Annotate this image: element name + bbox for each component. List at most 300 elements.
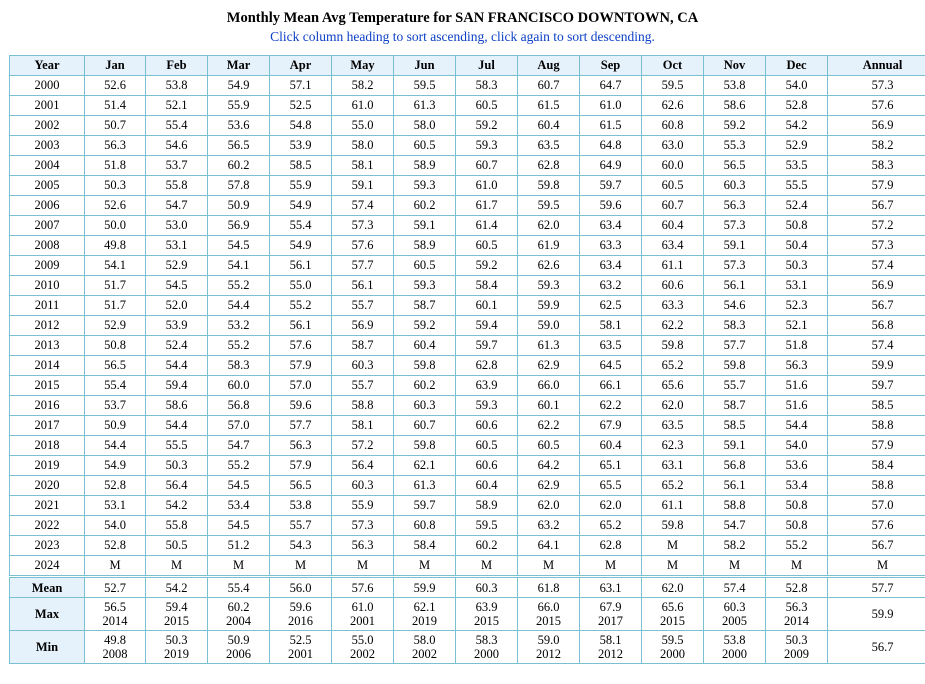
value-cell: 60.3	[332, 356, 394, 376]
value-cell: 54.3	[270, 536, 332, 556]
value-cell: 58.9	[394, 236, 456, 256]
table-row	[10, 256, 925, 276]
value-cell: 52.1	[766, 316, 828, 336]
column-header-oct[interactable]: Oct	[642, 56, 704, 76]
value-cell: 59.1	[704, 436, 766, 456]
value-cell: 58.4	[456, 276, 518, 296]
max-year: 2015	[146, 614, 207, 628]
value-cell: 58.4	[828, 456, 925, 476]
value-cell: 54.9	[208, 76, 270, 96]
table-row	[10, 96, 925, 116]
min-year: 2001	[270, 647, 331, 661]
mean-value: 57.4	[704, 577, 766, 598]
year-cell: 2006	[10, 196, 85, 216]
value-cell: 56.1	[332, 276, 394, 296]
value-cell: 52.6	[85, 76, 146, 96]
value-cell: 57.2	[332, 436, 394, 456]
value-cell: 55.4	[85, 376, 146, 396]
value-cell: 59.1	[394, 216, 456, 236]
value-cell: 61.0	[332, 96, 394, 116]
value-cell: 60.4	[518, 116, 580, 136]
max-value: 60.2	[208, 600, 269, 614]
min-value: 58.0	[394, 633, 455, 647]
min-value-cell	[85, 631, 146, 664]
value-cell: M	[332, 556, 394, 577]
table-row	[10, 516, 925, 536]
value-cell: 59.4	[146, 376, 208, 396]
value-cell: 54.5	[146, 276, 208, 296]
max-year: 2016	[270, 614, 331, 628]
min-value: 50.9	[208, 633, 269, 647]
column-header-dec[interactable]: Dec	[766, 56, 828, 76]
value-cell: 52.4	[766, 196, 828, 216]
value-cell: 50.4	[766, 236, 828, 256]
max-value-cell	[146, 598, 208, 631]
value-cell: 57.6	[270, 336, 332, 356]
value-cell: 52.8	[85, 476, 146, 496]
min-year: 2002	[332, 647, 393, 661]
value-cell: 61.3	[394, 96, 456, 116]
value-cell: 59.9	[828, 356, 925, 376]
value-cell: 59.6	[580, 196, 642, 216]
table-row	[10, 356, 925, 376]
table-row	[10, 536, 925, 556]
mean-value: 55.4	[208, 577, 270, 598]
value-cell: 59.9	[518, 296, 580, 316]
value-cell: 56.8	[828, 316, 925, 336]
value-cell: 55.4	[270, 216, 332, 236]
value-cell: 65.5	[580, 476, 642, 496]
value-cell: 55.7	[704, 376, 766, 396]
year-cell: 2012	[10, 316, 85, 336]
min-year: 2002	[394, 647, 455, 661]
value-cell: 55.2	[208, 276, 270, 296]
value-cell: 55.0	[270, 276, 332, 296]
value-cell: 60.5	[456, 436, 518, 456]
max-year: 2005	[704, 614, 765, 628]
value-cell: 51.8	[766, 336, 828, 356]
value-cell: 56.5	[270, 476, 332, 496]
value-cell: 53.9	[146, 316, 208, 336]
value-cell: 55.7	[332, 376, 394, 396]
value-cell: 60.5	[394, 136, 456, 156]
min-year: 2012	[518, 647, 579, 661]
value-cell: 61.1	[642, 256, 704, 276]
value-cell: 55.3	[704, 136, 766, 156]
year-cell: 2004	[10, 156, 85, 176]
value-cell: 56.7	[828, 196, 925, 216]
value-cell: 60.7	[394, 416, 456, 436]
value-cell: 52.0	[146, 296, 208, 316]
value-cell: 67.9	[580, 416, 642, 436]
value-cell: 50.8	[766, 216, 828, 236]
value-cell: 51.6	[766, 396, 828, 416]
value-cell: 53.0	[146, 216, 208, 236]
value-cell: 58.9	[456, 496, 518, 516]
value-cell: 54.0	[85, 516, 146, 536]
value-cell: 61.3	[518, 336, 580, 356]
value-cell: 54.4	[146, 356, 208, 376]
column-header-mar[interactable]: Mar	[208, 56, 270, 76]
value-cell: 50.3	[766, 256, 828, 276]
column-header-may[interactable]: May	[332, 56, 394, 76]
value-cell: 62.8	[518, 156, 580, 176]
max-value-cell	[704, 598, 766, 631]
max-value-cell	[208, 598, 270, 631]
value-cell: 51.8	[85, 156, 146, 176]
value-cell: 53.2	[208, 316, 270, 336]
value-cell: 60.2	[394, 376, 456, 396]
table-row	[10, 476, 925, 496]
max-annual: 59.9	[828, 598, 925, 631]
table-row	[10, 196, 925, 216]
value-cell: 51.2	[208, 536, 270, 556]
value-cell: 57.0	[208, 416, 270, 436]
value-cell: 54.0	[766, 76, 828, 96]
min-value: 55.0	[332, 633, 393, 647]
value-cell: 55.0	[332, 116, 394, 136]
page-title: Monthly Mean Avg Temperature for SAN FRANCISCO DOWNTOWN, CA	[0, 10, 925, 26]
max-year: 2014	[85, 614, 145, 628]
value-cell: 58.7	[332, 336, 394, 356]
value-cell: 60.5	[456, 96, 518, 116]
value-cell: 60.3	[394, 396, 456, 416]
value-cell: 55.2	[766, 536, 828, 556]
value-cell: 49.8	[85, 236, 146, 256]
value-cell: 56.1	[704, 476, 766, 496]
value-cell: 58.3	[456, 76, 518, 96]
value-cell: 64.5	[580, 356, 642, 376]
value-cell: 62.8	[580, 536, 642, 556]
min-value: 58.3	[456, 633, 517, 647]
value-cell: 55.9	[332, 496, 394, 516]
value-cell: M	[642, 556, 704, 577]
value-cell: 66.1	[580, 376, 642, 396]
column-header-jun[interactable]: Jun	[394, 56, 456, 76]
value-cell: 53.1	[766, 276, 828, 296]
column-header-jan[interactable]: Jan	[85, 56, 146, 76]
value-cell: 59.7	[394, 496, 456, 516]
min-value-cell	[704, 631, 766, 664]
min-value-cell	[270, 631, 332, 664]
value-cell: 56.8	[208, 396, 270, 416]
value-cell: 58.6	[704, 96, 766, 116]
max-value: 61.0	[332, 600, 393, 614]
value-cell: 55.2	[208, 336, 270, 356]
value-cell: 63.9	[456, 376, 518, 396]
value-cell: 64.2	[518, 456, 580, 476]
value-cell: 58.7	[394, 296, 456, 316]
column-header-aug[interactable]: Aug	[518, 56, 580, 76]
min-year: 2009	[766, 647, 827, 661]
table-row	[10, 296, 925, 316]
value-cell: 62.2	[518, 416, 580, 436]
table-row	[10, 316, 925, 336]
value-cell: 56.9	[208, 216, 270, 236]
value-cell: 62.2	[642, 316, 704, 336]
year-cell: 2013	[10, 336, 85, 356]
value-cell: 60.4	[456, 476, 518, 496]
value-cell: 60.2	[208, 156, 270, 176]
value-cell: 58.8	[332, 396, 394, 416]
column-header-sep[interactable]: Sep	[580, 56, 642, 76]
value-cell: 53.4	[766, 476, 828, 496]
value-cell: 56.5	[208, 136, 270, 156]
value-cell: 58.2	[828, 136, 925, 156]
min-year: 2000	[642, 647, 703, 661]
value-cell: 53.8	[704, 76, 766, 96]
value-cell: 58.2	[332, 76, 394, 96]
max-value: 67.9	[580, 600, 641, 614]
value-cell: 59.0	[518, 316, 580, 336]
value-cell: 50.3	[85, 176, 146, 196]
value-cell: 60.2	[456, 536, 518, 556]
value-cell: 59.5	[456, 516, 518, 536]
column-header-annual[interactable]: Annual	[828, 56, 925, 76]
value-cell: 59.8	[394, 436, 456, 456]
value-cell: 62.3	[642, 436, 704, 456]
value-cell: 58.6	[146, 396, 208, 416]
min-label: Min	[10, 631, 85, 664]
value-cell: 58.3	[704, 316, 766, 336]
value-cell: 58.4	[394, 536, 456, 556]
value-cell: 65.2	[642, 356, 704, 376]
value-cell: 60.5	[642, 176, 704, 196]
value-cell: 58.9	[394, 156, 456, 176]
min-value-cell	[394, 631, 456, 664]
mean-value: 57.6	[332, 577, 394, 598]
value-cell: 65.2	[642, 476, 704, 496]
value-cell: 52.6	[85, 196, 146, 216]
min-value: 59.0	[518, 633, 579, 647]
value-cell: 54.1	[208, 256, 270, 276]
value-cell: 56.3	[332, 536, 394, 556]
value-cell: 54.4	[766, 416, 828, 436]
year-cell: 2024	[10, 556, 85, 577]
value-cell: 52.9	[766, 136, 828, 156]
year-cell: 2016	[10, 396, 85, 416]
value-cell: 59.3	[394, 276, 456, 296]
value-cell: 63.5	[642, 416, 704, 436]
value-cell: 62.2	[580, 396, 642, 416]
value-cell: 59.5	[518, 196, 580, 216]
table-row	[10, 436, 925, 456]
min-year: 2019	[146, 647, 207, 661]
max-value-cell	[85, 598, 146, 631]
min-row	[10, 631, 925, 664]
value-cell: 59.8	[704, 356, 766, 376]
value-cell: 57.6	[828, 96, 925, 116]
column-header-feb[interactable]: Feb	[146, 56, 208, 76]
value-cell: 56.1	[704, 276, 766, 296]
table-row	[10, 556, 925, 577]
min-value-cell	[208, 631, 270, 664]
value-cell: 57.2	[828, 216, 925, 236]
year-cell: 2023	[10, 536, 85, 556]
value-cell: 62.1	[394, 456, 456, 476]
year-cell: 2014	[10, 356, 85, 376]
max-value-cell	[456, 598, 518, 631]
value-cell: 56.3	[704, 196, 766, 216]
value-cell: 55.5	[766, 176, 828, 196]
value-cell: 59.1	[704, 236, 766, 256]
value-cell: 52.8	[766, 96, 828, 116]
value-cell: 59.7	[828, 376, 925, 396]
value-cell: 54.4	[208, 296, 270, 316]
value-cell: 59.2	[456, 256, 518, 276]
value-cell: 54.2	[766, 116, 828, 136]
mean-value: 56.0	[270, 577, 332, 598]
value-cell: 59.2	[456, 116, 518, 136]
column-header-year[interactable]: Year	[10, 56, 85, 76]
value-cell: 60.5	[518, 436, 580, 456]
value-cell: 54.5	[208, 476, 270, 496]
value-cell: 60.7	[456, 156, 518, 176]
min-value-cell	[642, 631, 704, 664]
value-cell: 58.1	[332, 416, 394, 436]
value-cell: 63.3	[642, 296, 704, 316]
value-cell: 57.0	[828, 496, 925, 516]
value-cell: 58.5	[828, 396, 925, 416]
mean-value: 62.0	[642, 577, 704, 598]
max-value-cell	[394, 598, 456, 631]
max-value-cell	[270, 598, 332, 631]
value-cell: 62.9	[518, 476, 580, 496]
value-cell: 59.1	[332, 176, 394, 196]
value-cell: 62.0	[518, 496, 580, 516]
table-row	[10, 136, 925, 156]
max-value: 65.6	[642, 600, 703, 614]
min-value: 59.5	[642, 633, 703, 647]
value-cell: 57.7	[270, 416, 332, 436]
value-cell: 64.9	[580, 156, 642, 176]
value-cell: 56.9	[332, 316, 394, 336]
value-cell: 60.6	[456, 416, 518, 436]
value-cell: 61.1	[642, 496, 704, 516]
value-cell: 50.7	[85, 116, 146, 136]
value-cell: 61.4	[456, 216, 518, 236]
value-cell: M	[270, 556, 332, 577]
header-row	[10, 56, 925, 76]
year-cell: 2019	[10, 456, 85, 476]
value-cell: 57.3	[704, 256, 766, 276]
value-cell: 56.5	[85, 356, 146, 376]
value-cell: 60.2	[394, 196, 456, 216]
max-year: 2001	[332, 614, 393, 628]
column-header-nov[interactable]: Nov	[704, 56, 766, 76]
year-cell: 2005	[10, 176, 85, 196]
value-cell: 60.0	[642, 156, 704, 176]
value-cell: M	[642, 536, 704, 556]
value-cell: 54.9	[270, 236, 332, 256]
value-cell: 63.4	[642, 236, 704, 256]
min-value-cell	[518, 631, 580, 664]
min-value: 50.3	[146, 633, 207, 647]
value-cell: 60.1	[518, 396, 580, 416]
value-cell: 58.1	[580, 316, 642, 336]
value-cell: 55.7	[270, 516, 332, 536]
max-value-cell	[580, 598, 642, 631]
value-cell: 56.1	[270, 316, 332, 336]
sort-instructions: Click column heading to sort ascending, click again to sort descending.	[0, 28, 925, 45]
value-cell: 52.8	[85, 536, 146, 556]
min-year: 2012	[580, 647, 641, 661]
value-cell: 53.6	[208, 116, 270, 136]
year-cell: 2020	[10, 476, 85, 496]
value-cell: 56.1	[270, 256, 332, 276]
mean-label: Mean	[10, 577, 85, 598]
table-body	[10, 76, 925, 577]
value-cell: 57.7	[704, 336, 766, 356]
max-value: 60.3	[704, 600, 765, 614]
value-cell: 61.0	[580, 96, 642, 116]
value-cell: 53.7	[85, 396, 146, 416]
value-cell: 62.0	[580, 496, 642, 516]
value-cell: 61.5	[580, 116, 642, 136]
max-year: 2019	[394, 614, 455, 628]
value-cell: 62.8	[456, 356, 518, 376]
value-cell: 50.9	[208, 196, 270, 216]
value-cell: 52.9	[146, 256, 208, 276]
table-row	[10, 216, 925, 236]
value-cell: 56.4	[332, 456, 394, 476]
value-cell: 53.5	[766, 156, 828, 176]
value-cell: 54.6	[146, 136, 208, 156]
value-cell: M	[208, 556, 270, 577]
min-year: 2000	[456, 647, 517, 661]
mean-value: 59.9	[394, 577, 456, 598]
value-cell: 50.5	[146, 536, 208, 556]
min-year: 2008	[85, 647, 145, 661]
min-value-cell	[146, 631, 208, 664]
value-cell: 65.2	[580, 516, 642, 536]
min-value: 49.8	[85, 633, 145, 647]
mean-value: 61.8	[518, 577, 580, 598]
summary-rows	[10, 577, 925, 664]
value-cell: M	[85, 556, 146, 577]
value-cell: 63.1	[642, 456, 704, 476]
value-cell: 59.2	[394, 316, 456, 336]
value-cell: 52.3	[766, 296, 828, 316]
value-cell: 63.2	[580, 276, 642, 296]
year-cell: 2003	[10, 136, 85, 156]
value-cell: 65.6	[642, 376, 704, 396]
value-cell: 63.2	[518, 516, 580, 536]
value-cell: 54.6	[704, 296, 766, 316]
value-cell: 50.9	[85, 416, 146, 436]
value-cell: 59.7	[580, 176, 642, 196]
value-cell: 59.8	[518, 176, 580, 196]
max-value-cell	[766, 598, 828, 631]
value-cell: 58.7	[704, 396, 766, 416]
year-cell: 2007	[10, 216, 85, 236]
value-cell: 59.5	[394, 76, 456, 96]
value-cell: 58.3	[208, 356, 270, 376]
value-cell: 53.4	[208, 496, 270, 516]
table-row	[10, 416, 925, 436]
column-header-apr[interactable]: Apr	[270, 56, 332, 76]
year-cell: 2011	[10, 296, 85, 316]
value-cell: 66.0	[518, 376, 580, 396]
value-cell: 55.5	[146, 436, 208, 456]
mean-value: 52.7	[85, 577, 146, 598]
value-cell: 62.0	[642, 396, 704, 416]
column-header-jul[interactable]: Jul	[456, 56, 518, 76]
value-cell: 63.0	[642, 136, 704, 156]
value-cell: 57.9	[828, 436, 925, 456]
value-cell: 60.3	[704, 176, 766, 196]
value-cell: 59.5	[642, 76, 704, 96]
